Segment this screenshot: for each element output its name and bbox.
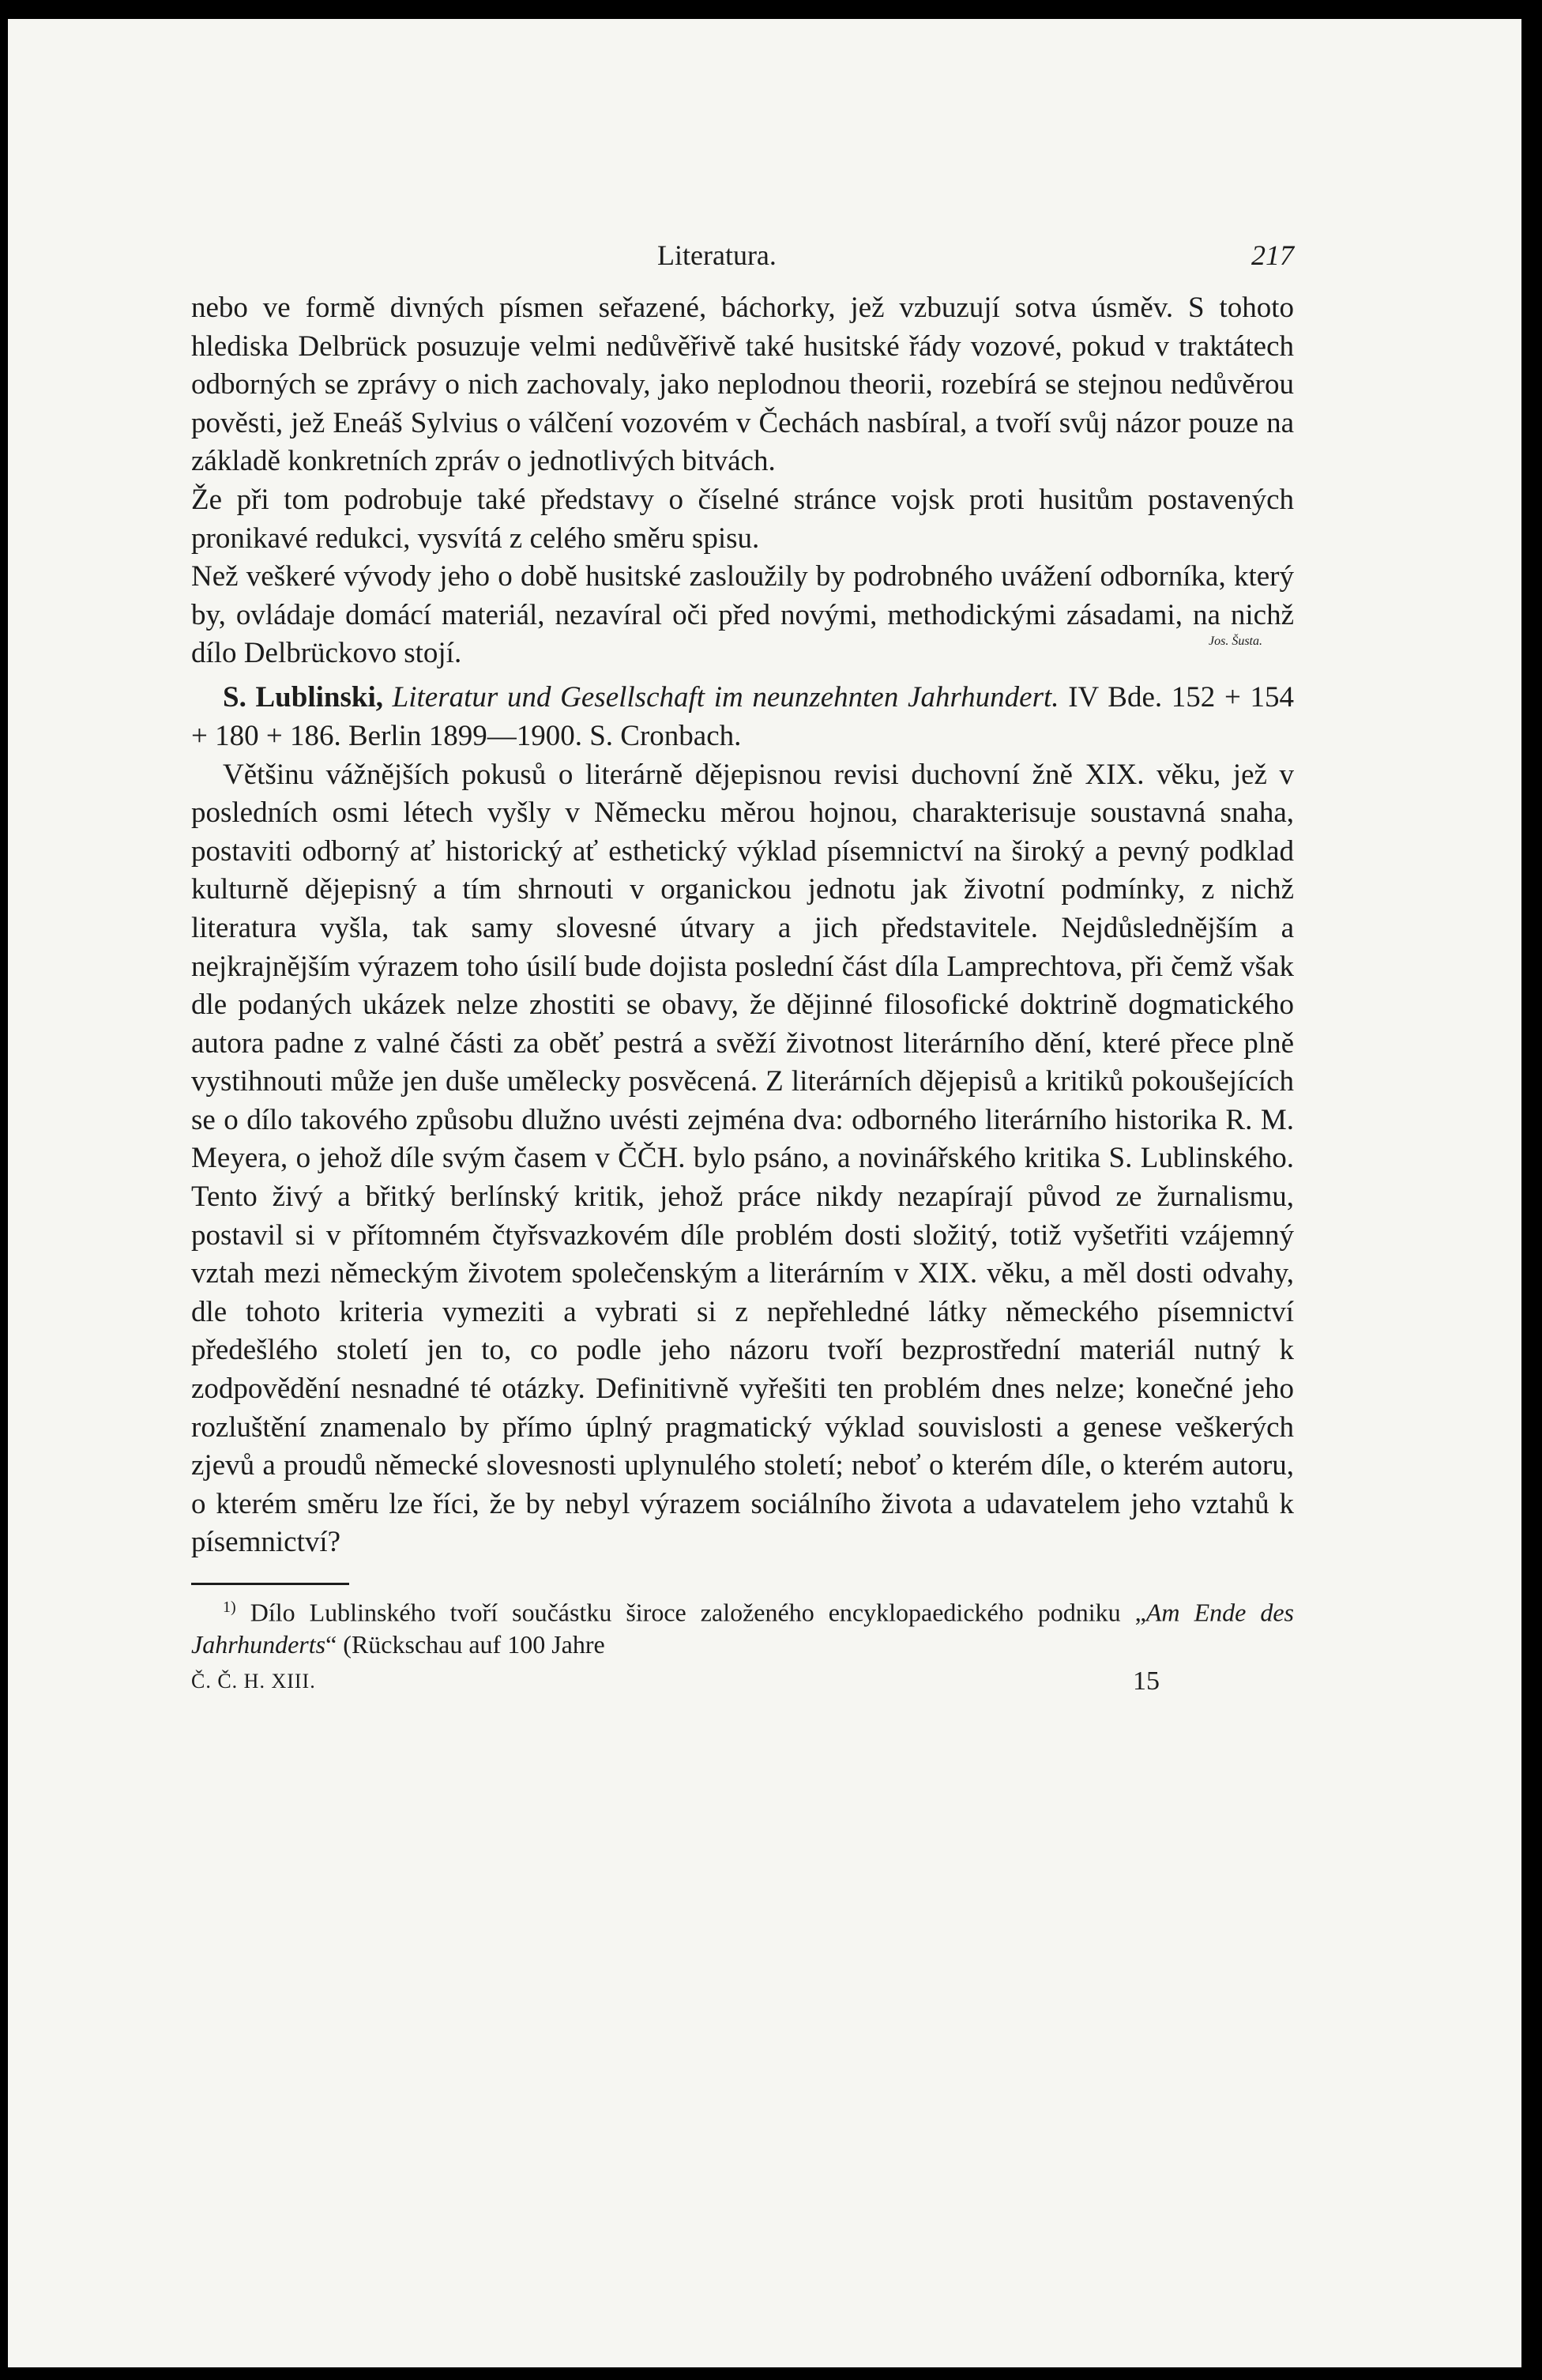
review-author: S. Lublinski, (223, 681, 383, 714)
paragraph-husite-reduction: Že při tom podrobuje také představy o číselné stránce vojsk proti husitům postavených pronikavé redukci, vysvítá z celého směru spisu. (191, 483, 1294, 555)
running-title: Literatura. (657, 239, 777, 271)
scanned-page (8, 19, 1521, 2367)
review-body: Většinu vážnějších pokusů o literárně dějepisnou revisi duchovní žně XIX. věku, jež v posledních osmi létech vyšly v Německu měrou hojnou, charakterisuje soustavná snaha, postaviti odborný ať historický ať esthetický výklad písemnictví na široký a pevný podklad kulturně dějepisný a tím shrnouti v organickou jednotu jak životní podmínky, z nichž literatura vyšla, tak samy slovesné útvary a jich představitele. Nejdůslednějším a nejkrajnějším výrazem toho úsilí bude dojista poslední část díla Lamprechtova, při čemž však dle podaných ukázek nelze zhostiti se obavy, že dějinné filosofické doktrině dogmatického autora padne z valné části za oběť pestrá a svěží životnost literárního dění, které přece plně vystihnouti může jen duše umělecky posvěcená. Z literárních dějepisů a kritiků pokoušejících se o dílo takového způsobu dlužno uvésti zejména dva: odborného literárního historika R. M. Meyera, o jehož díle svým časem v ČČH. bylo psáno, a novinářského kritika S. Lublinského. Tento živý a břitký berlínský kritik, jehož práce nikdy nezapírají původ ze žurnalismu, postavil si v přítomném čtyřsvazkovém díle problém dosti složitý, totiž vyšetřiti vzájemný vztah mezi německým životem společenským a literárním v XIX. věku, a měl dosti odvahy, dle tohoto kriteria vymeziti a vybrati si z nepřehledné látky německého písemnictví předešlého století jen to, co podle jeho názoru tvoří bezprostřední materiál nutný k zodpovědění nesnadné té otázky. Definitivně vyřešiti ten problém dnes nelze; konečné jeho rozluštění znamenalo by přímo úplný pragmatický výklad souvislosti a genese veškerých zjevů a proudů německé slovesnosti uplynulého století; neboť o kterém díle, o kterém autoru, o kterém směru lze říci, že by nebyl výrazem sociálního života a udavatelem jeho vztahů k písemnictví? (191, 758, 1294, 1559)
review-book-title: Literatur und Gesellschaft im neunzehnten Jahrhundert. (392, 681, 1059, 714)
review-book-details: IV Bde. 152 + 154 + 180 + 186. Berlin 1899—1900. S. Cronbach. (191, 681, 1295, 752)
running-head (191, 239, 1294, 273)
printer-signature-line (191, 1666, 1294, 1698)
journal-signature: Č. Č. H. XIII. (191, 1669, 316, 1693)
footnote-divider (191, 1583, 349, 1585)
footnote (191, 1591, 1294, 1660)
reviewer-signature: Jos. Šusta. (1209, 635, 1262, 649)
sheet-number: 15 (1133, 1666, 1160, 1696)
paragraph-conclusion: Než veškeré vývody jeho o době husitské zasloužily by podrobného uvážení odborníka, který by, ovládaje domácí materiál, nezavíral oči před novými, methodickými zásadami, na nichž dílo Delbrückovo stojí. (191, 560, 1294, 670)
paragraph-continuation: nebo ve formě divných písmen seřazené, báchorky, jež vzbuzují sotva úsměv. S tohoto hlediska Delbrück posuzuje velmi nedůvěřivě také husitské řády vozové, pokud v traktátech odborných se zprávy o nich zachovaly, jako neplodnou theorii, rozebírá se stejnou nedůvěrou pověsti, jež Eneáš Sylvius o válčení vozovém v Čechách nasbíral, a tvoří svůj názor pouze na základě konkretních zpráv o jednotlivých bitvách. (191, 292, 1294, 478)
page-content (191, 239, 1294, 1698)
footnote-text-before: Dílo Lublinského tvoří součástku široce založeného encyklopaedického podniku „ (250, 1598, 1146, 1627)
footnote-work-title: Am Ende des Jahrhunderts (191, 1598, 1294, 1659)
review-heading (191, 679, 1294, 755)
footnote-text-after: “ (Rückschau auf 100 Jahre (325, 1629, 605, 1659)
footnote-marker: 1) (223, 1599, 236, 1616)
page-number: 217 (1251, 239, 1294, 271)
